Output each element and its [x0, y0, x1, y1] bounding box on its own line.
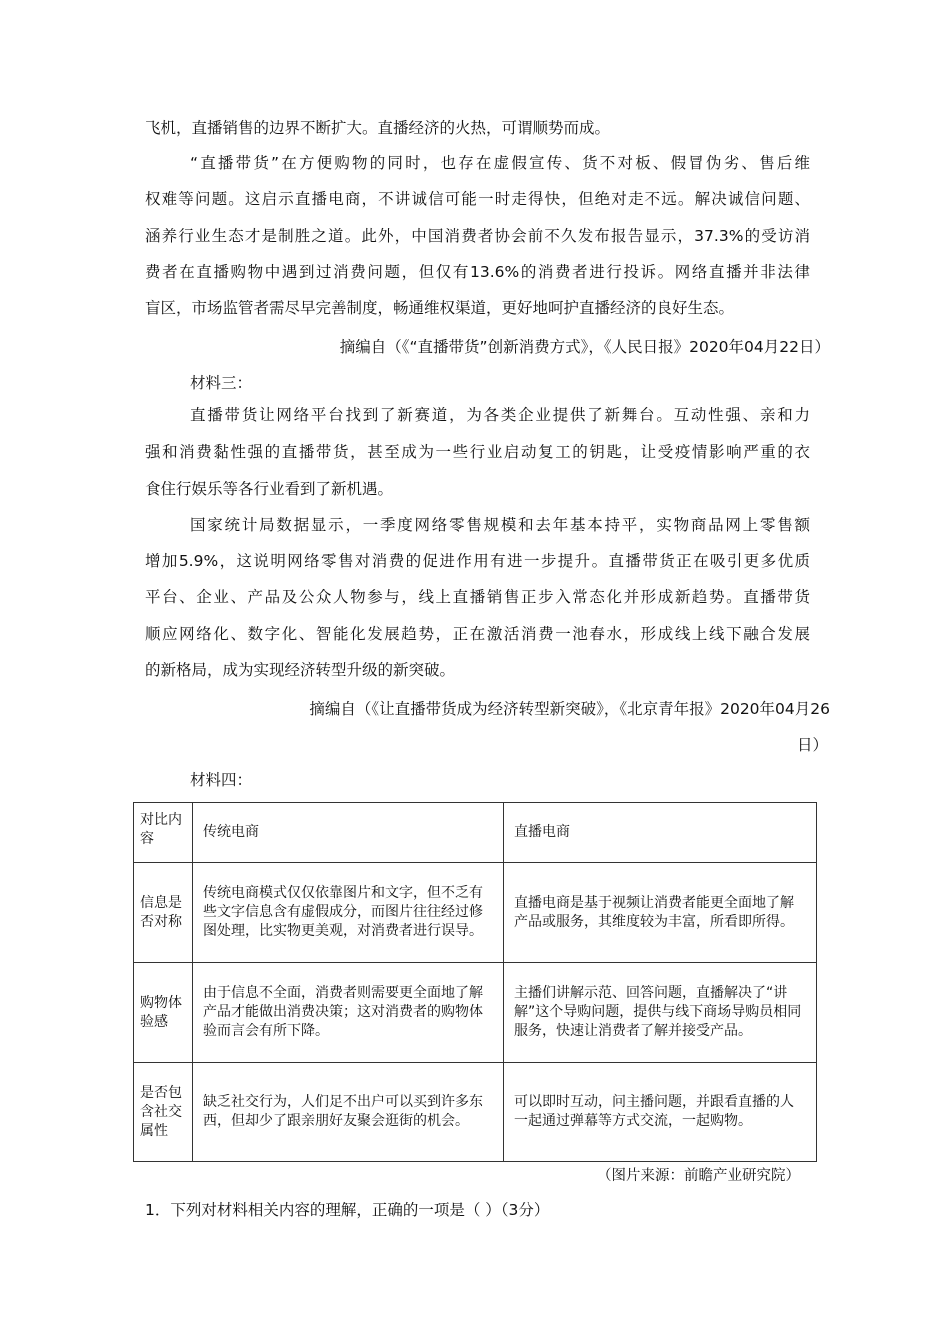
paragraph-line: 盲区，市场监管者需尽早完善制度，畅通维权渠道，更好地呵护直播经济的良好生态。 — [145, 299, 735, 317]
header-cell: 传统电商 — [193, 803, 504, 863]
table-row — [134, 963, 817, 1063]
table-cell: 可以即时互动，问主播问题，并跟看直播的人一起通过弹幕等方式交流，一起购物。 — [504, 1063, 817, 1162]
paragraph-line: 增加5.9%，这说明网络零售对消费的促进作用有进一步提升。直播带货正在吸引更多优质 — [145, 552, 810, 570]
paragraph-line: 平台、企业、产品及公众人物参与，线上直播销售正步入常态化并形成新趋势。直播带货 — [145, 588, 810, 606]
table-cell: 主播们讲解示范、回答问题，直播解决了“讲解”这个导购问题，提供与线下商场导购员相同服务，快速让消费者了解并接受产品。 — [504, 963, 817, 1063]
paragraph-line: 的新格局，成为实现经济转型升级的新突破。 — [145, 661, 456, 679]
table-cell: 缺乏社交行为，人们足不出户可以买到许多东西，但却少了跟亲朋好友聚会逛街的机会。 — [193, 1063, 504, 1162]
header-cell: 对比内容 — [134, 803, 193, 863]
row-label: 是否包含社交属性 — [134, 1063, 193, 1162]
paragraph-line: 强和消费黏性强的直播带货，甚至成为一些行业启动复工的钥匙，让受疫情影响严重的衣 — [145, 443, 810, 461]
paragraph-line: 权难等问题。这启示直播电商，不讲诚信可能一时走得快，但绝对走不远。解决诚信问题、 — [145, 190, 810, 208]
section-heading: 材料四： — [190, 771, 253, 789]
paragraph-line: 直播带货让网络平台找到了新赛道，为各类企业提供了新舞台。互动性强、亲和力 — [190, 406, 810, 424]
row-label: 信息是否对称 — [134, 863, 193, 963]
table-cell: 由于信息不全面，消费者则需要更全面地了解产品才能做出消费决策；这对消费者的购物体验而言会有所下降。 — [193, 963, 504, 1063]
header-cell: 直播电商 — [504, 803, 817, 863]
table-cell: 传统电商模式仅仅依靠图片和文字，但不乏有些文字信息含有虚假成分，而图片往往经过修图处理，比实物更美观，对消费者进行误导。 — [193, 863, 504, 963]
paragraph-line: 顺应网络化、数字化、智能化发展趋势，正在激活消费一池春水，形成线上线下融合发展 — [145, 625, 810, 643]
paragraph-line: 飞机，直播销售的边界不断扩大。直播经济的火热，可谓顺势而成。 — [145, 119, 611, 137]
paragraph-line: 食住行娱乐等各行业看到了新机遇。 — [145, 480, 394, 498]
citation: 日） — [796, 736, 828, 754]
paragraph-line: 费者在直播购物中遇到过消费问题，但仅有13.6%的消费者进行投诉。网络直播并非法律 — [145, 263, 810, 281]
citation: 摘编自（《让直播带货成为经济转型新突破》，《北京青年报》2020年04月26 — [309, 700, 830, 718]
paragraph-line: 涵养行业生态才是制胜之道。此外，中国消费者协会前不久发布报告显示，37.3%的受访消 — [145, 227, 810, 245]
table-row — [134, 863, 817, 963]
question-1: 1．下列对材料相关内容的理解，正确的一项是（ ）（3分） — [145, 1201, 550, 1219]
table-row — [134, 1063, 817, 1162]
paragraph-line: “直播带货”在方便购物的同时，也存在虚假宣传、货不对板、假冒伪劣、售后维 — [190, 154, 810, 172]
paragraph-line: 国家统计局数据显示，一季度网络零售规模和去年基本持平，实物商品网上零售额 — [190, 516, 810, 534]
comparison-table — [133, 802, 817, 1162]
table-header-row — [134, 803, 817, 863]
table-cell: 直播电商是基于视频让消费者能更全面地了解产品或服务，其维度较为丰富，所看即所得。 — [504, 863, 817, 963]
row-label: 购物体验感 — [134, 963, 193, 1063]
image-source: （图片来源：前瞻产业研究院） — [597, 1168, 800, 1184]
citation: 摘编自（《“直播带货”创新消费方式》，《人民日报》2020年04月22日） — [339, 338, 830, 356]
section-heading: 材料三： — [190, 374, 253, 392]
